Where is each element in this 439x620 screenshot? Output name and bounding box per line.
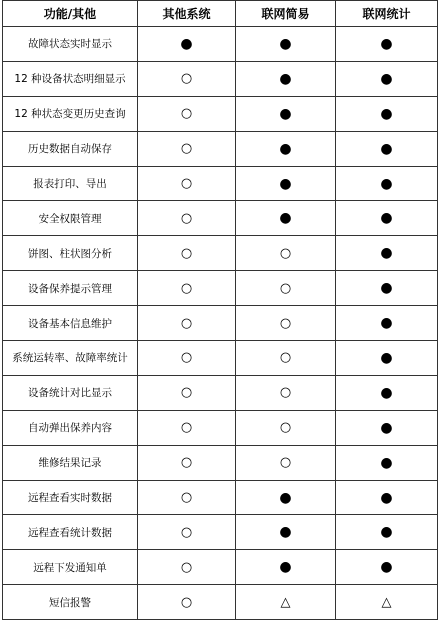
empty-circle-icon: ○ [180, 594, 193, 610]
header-other-systems: 其他系统 [138, 1, 236, 27]
network-simple-cell [236, 341, 336, 376]
triangle-icon: △ [381, 594, 392, 610]
network-statistics-cell [336, 271, 438, 306]
table-row [3, 166, 438, 201]
feature-name-cell: 远程查看统计数据 [3, 515, 138, 550]
table-row [3, 236, 438, 271]
filled-circle-icon: ● [279, 140, 292, 157]
network-simple-cell [236, 375, 336, 410]
table-body [3, 27, 438, 620]
filled-circle-icon: ● [279, 175, 292, 192]
filled-circle-icon: ● [380, 35, 393, 52]
feature-name-cell: 自动弹出保养内容 [3, 410, 138, 445]
other-systems-cell [138, 341, 236, 376]
empty-circle-icon: ○ [180, 71, 193, 87]
network-simple-cell [236, 445, 336, 480]
empty-circle-icon: ○ [180, 280, 193, 296]
table-row [3, 550, 438, 585]
network-statistics-cell [336, 201, 438, 236]
empty-circle-icon: ○ [279, 350, 292, 366]
feature-name-cell: 设备基本信息维护 [3, 306, 138, 341]
empty-circle-icon: ○ [279, 455, 292, 471]
network-statistics-cell [336, 375, 438, 410]
other-systems-cell [138, 27, 236, 62]
feature-name-cell: 故障状态实时显示 [3, 27, 138, 62]
other-systems-cell [138, 131, 236, 166]
feature-name-cell: 远程查看实时数据 [3, 480, 138, 515]
filled-circle-icon: ● [279, 210, 292, 227]
network-statistics-cell [336, 515, 438, 550]
feature-name-cell: 设备保养提示管理 [3, 271, 138, 306]
table-row [3, 375, 438, 410]
feature-name-cell: 12 种状态变更历史查询 [3, 96, 138, 131]
other-systems-cell [138, 166, 236, 201]
network-statistics-cell [336, 166, 438, 201]
network-statistics-cell [336, 585, 438, 620]
network-statistics-cell [336, 306, 438, 341]
feature-name-cell: 系统运转率、故障率统计 [3, 341, 138, 376]
network-simple-cell [236, 306, 336, 341]
other-systems-cell [138, 410, 236, 445]
filled-circle-icon: ● [279, 524, 292, 541]
network-statistics-cell [336, 236, 438, 271]
other-systems-cell [138, 480, 236, 515]
filled-circle-icon: ● [279, 35, 292, 52]
feature-name-cell: 设备统计对比显示 [3, 375, 138, 410]
network-simple-cell [236, 410, 336, 445]
feature-name-cell: 安全权限管理 [3, 201, 138, 236]
table-row [3, 341, 438, 376]
table-row [3, 27, 438, 62]
table-row [3, 585, 438, 620]
filled-circle-icon: ● [380, 559, 393, 576]
feature-comparison-table [2, 0, 438, 620]
other-systems-cell [138, 61, 236, 96]
empty-circle-icon: ○ [279, 385, 292, 401]
filled-circle-icon: ● [380, 315, 393, 332]
other-systems-cell [138, 515, 236, 550]
empty-circle-icon: ○ [279, 315, 292, 331]
empty-circle-icon: ○ [180, 385, 193, 401]
empty-circle-icon: ○ [180, 315, 193, 331]
feature-name-cell: 维修结果记录 [3, 445, 138, 480]
filled-circle-icon: ● [380, 524, 393, 541]
network-statistics-cell [336, 341, 438, 376]
filled-circle-icon: ● [380, 70, 393, 87]
feature-name-cell: 报表打印、导出 [3, 166, 138, 201]
network-statistics-cell [336, 131, 438, 166]
network-simple-cell [236, 201, 336, 236]
table-row [3, 61, 438, 96]
empty-circle-icon: ○ [279, 245, 292, 261]
filled-circle-icon: ● [380, 454, 393, 471]
filled-circle-icon: ● [380, 349, 393, 366]
other-systems-cell [138, 585, 236, 620]
other-systems-cell [138, 306, 236, 341]
filled-circle-icon: ● [380, 105, 393, 122]
empty-circle-icon: ○ [180, 106, 193, 122]
network-statistics-cell [336, 61, 438, 96]
other-systems-cell [138, 445, 236, 480]
network-statistics-cell [336, 480, 438, 515]
feature-name-cell: 短信报警 [3, 585, 138, 620]
filled-circle-icon: ● [380, 489, 393, 506]
network-statistics-cell [336, 445, 438, 480]
filled-circle-icon: ● [380, 419, 393, 436]
filled-circle-icon: ● [380, 175, 393, 192]
empty-circle-icon: ○ [180, 559, 193, 575]
feature-name-cell: 远程下发通知单 [3, 550, 138, 585]
network-simple-cell [236, 166, 336, 201]
other-systems-cell [138, 96, 236, 131]
filled-circle-icon: ● [380, 245, 393, 262]
empty-circle-icon: ○ [279, 280, 292, 296]
other-systems-cell [138, 201, 236, 236]
filled-circle-icon: ● [279, 105, 292, 122]
network-simple-cell [236, 515, 336, 550]
table-row [3, 515, 438, 550]
network-statistics-cell [336, 550, 438, 585]
header-feature: 功能/其他 [3, 1, 138, 27]
empty-circle-icon: ○ [180, 350, 193, 366]
filled-circle-icon: ● [180, 35, 193, 52]
feature-name-cell: 饼图、柱状图分析 [3, 236, 138, 271]
empty-circle-icon: ○ [180, 524, 193, 540]
table-row [3, 131, 438, 166]
network-simple-cell [236, 585, 336, 620]
header-network-statistics: 联网统计 [336, 1, 438, 27]
table-row [3, 96, 438, 131]
header-row [3, 1, 438, 27]
empty-circle-icon: ○ [180, 176, 193, 191]
feature-name-cell: 历史数据自动保存 [3, 131, 138, 166]
empty-circle-icon: ○ [180, 141, 193, 157]
network-statistics-cell [336, 27, 438, 62]
network-simple-cell [236, 550, 336, 585]
empty-circle-icon: ○ [180, 455, 193, 471]
table-row [3, 201, 438, 236]
empty-circle-icon: ○ [180, 210, 193, 226]
network-simple-cell [236, 96, 336, 131]
table-row [3, 410, 438, 445]
table-row [3, 271, 438, 306]
triangle-icon: △ [280, 594, 291, 610]
network-simple-cell [236, 480, 336, 515]
header-network-simple: 联网简易 [236, 1, 336, 27]
network-simple-cell [236, 236, 336, 271]
empty-circle-icon: ○ [180, 420, 193, 436]
table-row [3, 480, 438, 515]
table-row [3, 306, 438, 341]
other-systems-cell [138, 271, 236, 306]
other-systems-cell [138, 236, 236, 271]
empty-circle-icon: ○ [279, 420, 292, 436]
network-simple-cell [236, 61, 336, 96]
feature-name-cell: 12 种设备状态明细显示 [3, 61, 138, 96]
filled-circle-icon: ● [279, 559, 292, 576]
filled-circle-icon: ● [279, 489, 292, 506]
filled-circle-icon: ● [279, 70, 292, 87]
network-simple-cell [236, 27, 336, 62]
other-systems-cell [138, 375, 236, 410]
network-simple-cell [236, 271, 336, 306]
network-simple-cell [236, 131, 336, 166]
empty-circle-icon: ○ [180, 490, 193, 506]
filled-circle-icon: ● [380, 140, 393, 157]
table-row [3, 445, 438, 480]
filled-circle-icon: ● [380, 384, 393, 401]
network-statistics-cell [336, 96, 438, 131]
empty-circle-icon: ○ [180, 245, 193, 261]
network-statistics-cell [336, 410, 438, 445]
other-systems-cell [138, 550, 236, 585]
filled-circle-icon: ● [380, 280, 393, 297]
filled-circle-icon: ● [380, 210, 393, 227]
